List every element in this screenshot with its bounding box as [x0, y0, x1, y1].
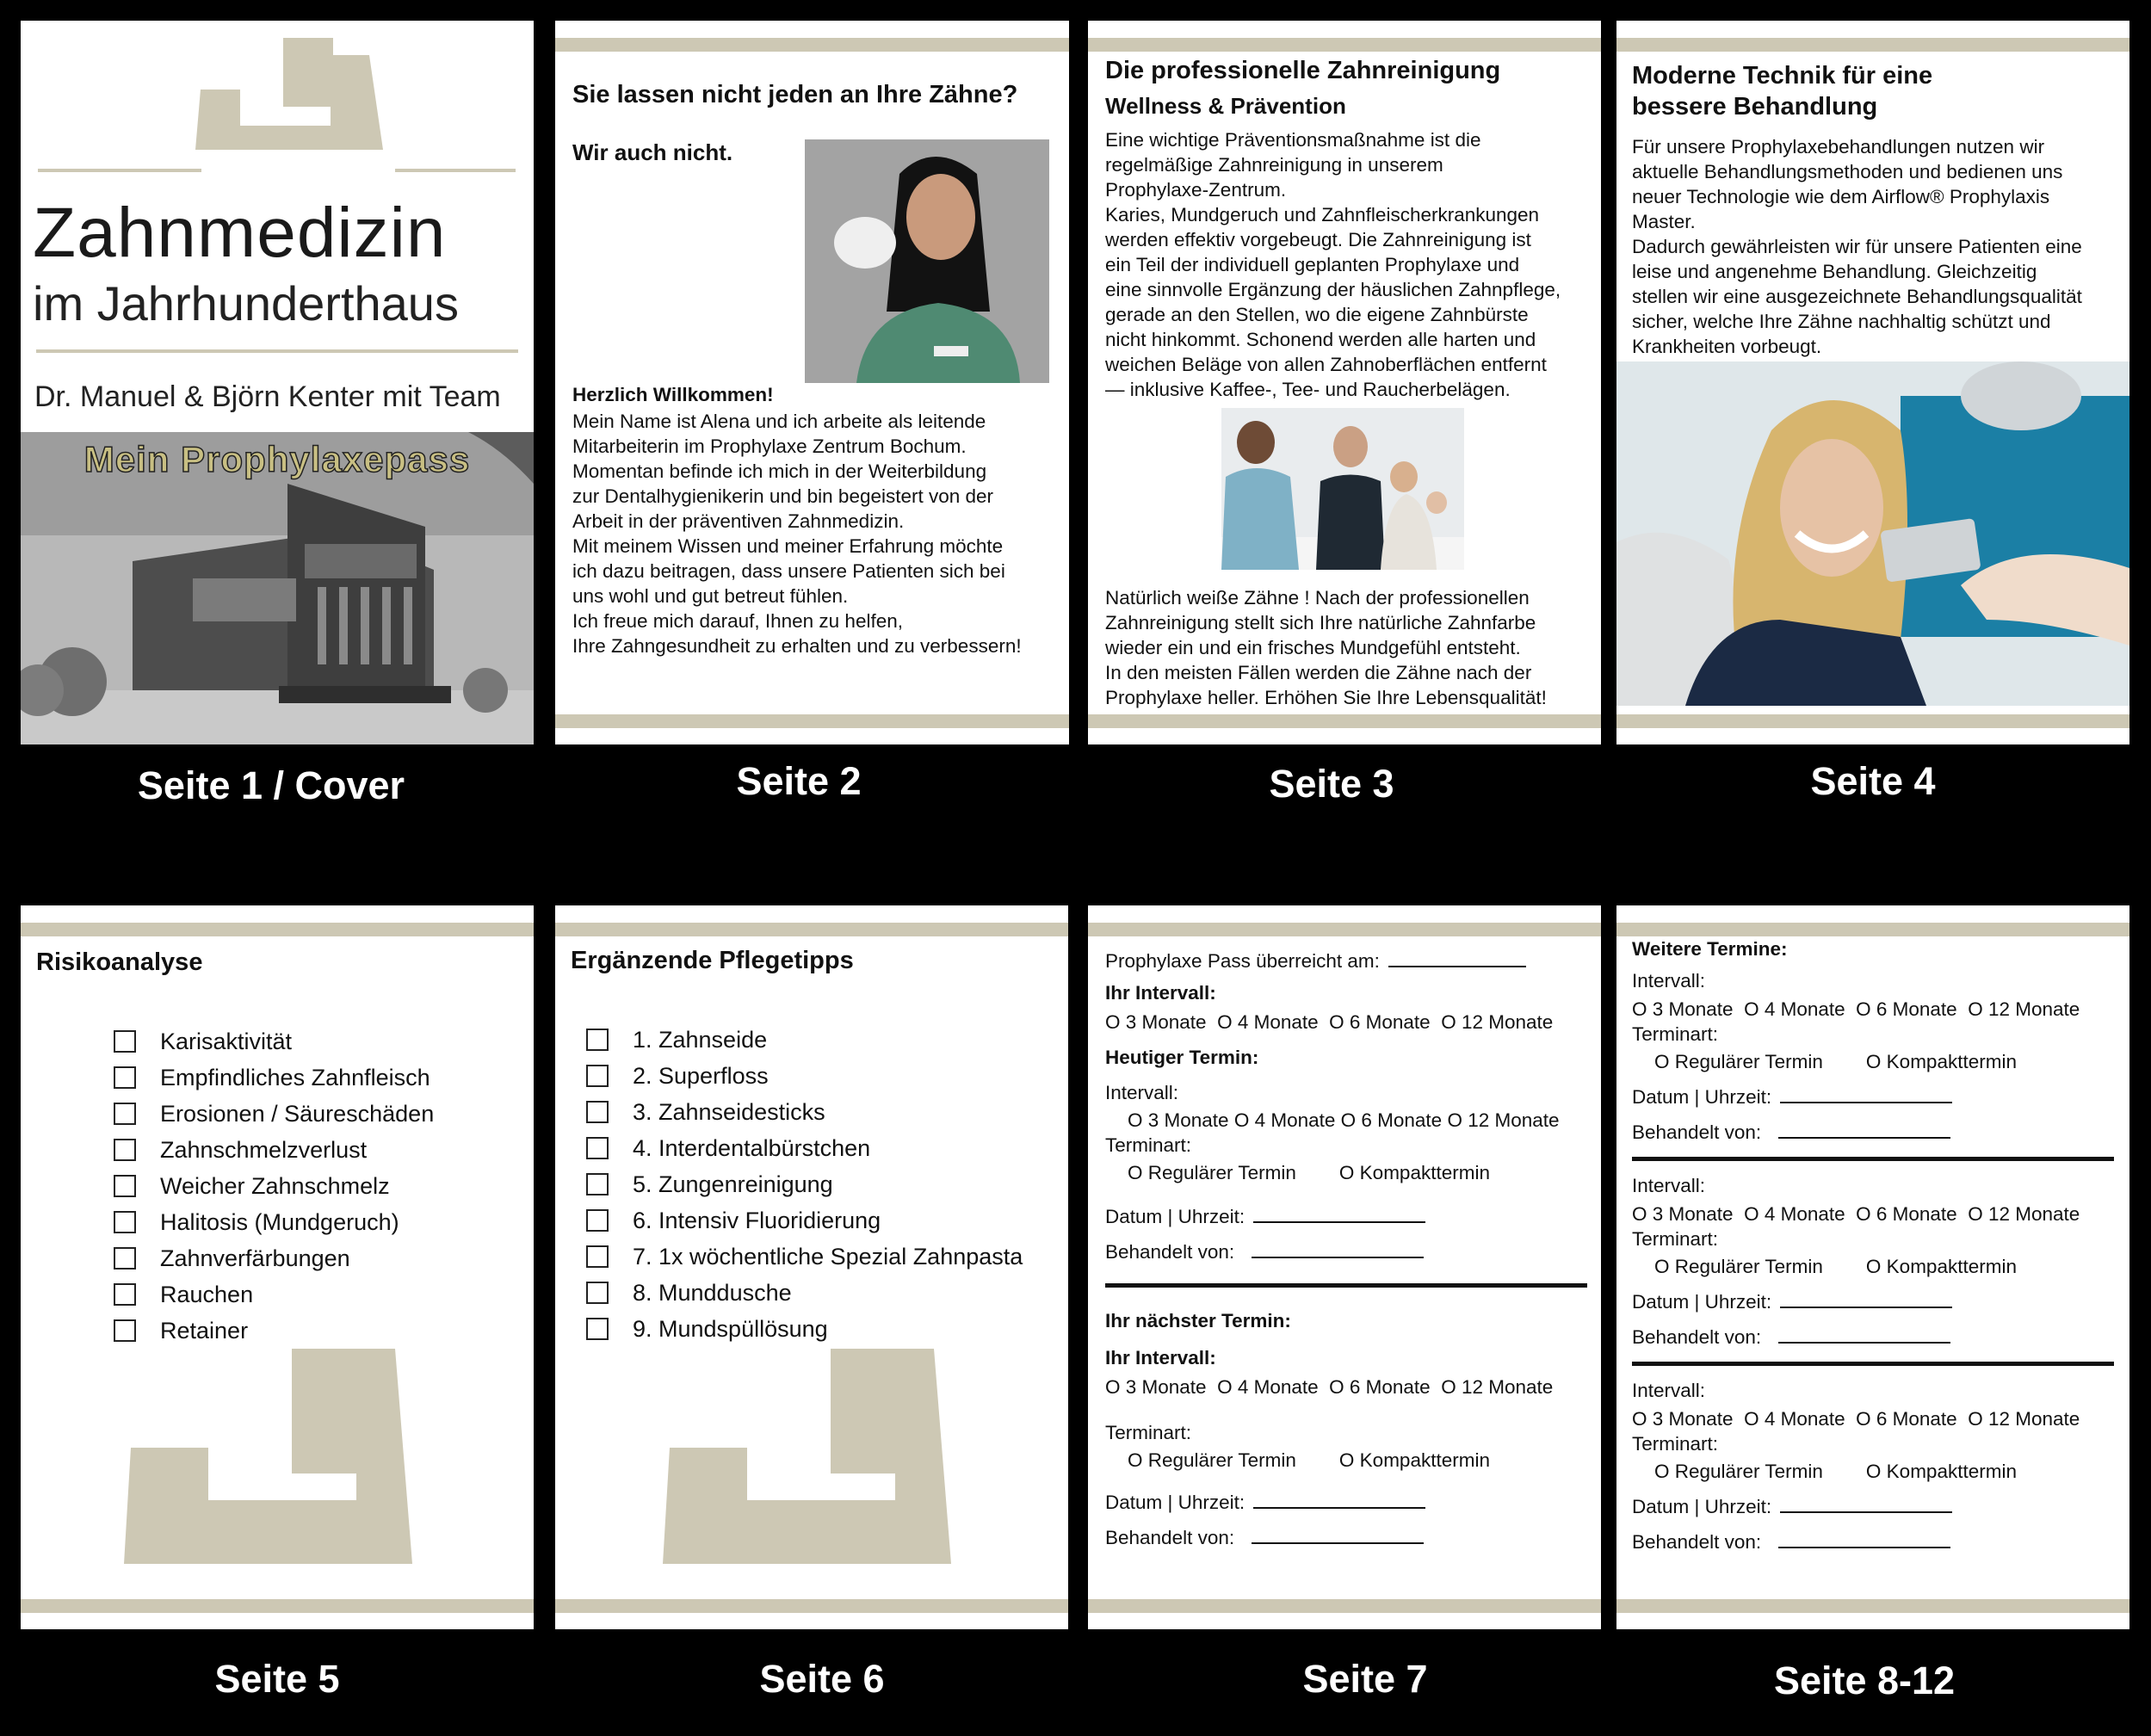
- text-line: werden effektiv vorgebeugt. Die Zahnreinigung ist: [1105, 229, 1531, 250]
- caption-page-6: Seite 6: [759, 1657, 885, 1701]
- next-appointment-label: Ihr nächster Termin:: [1105, 1310, 1291, 1331]
- bottom-band: [1088, 714, 1601, 728]
- appointment-type-options[interactable]: O Regulärer Termin O Kompakttermin: [1654, 1256, 2017, 1277]
- page-3-heading: Die professionelle Zahnreinigung: [1105, 57, 1501, 84]
- date-time-label: Datum | Uhrzeit:: [1632, 1496, 1772, 1517]
- treated-by-row: [1105, 1525, 1587, 1550]
- text-line: Master.: [1632, 211, 1696, 232]
- checklist-label: 3. Zahnseidesticks: [633, 1098, 825, 1125]
- checklist-item[interactable]: [586, 1022, 1023, 1058]
- text-line: leise und angenehme Behandlung. Gleichzeitig: [1632, 261, 2037, 282]
- care-tips-checklist: [586, 1022, 1023, 1347]
- page-3-subheading: Wellness & Prävention: [1105, 93, 1346, 119]
- checklist-item[interactable]: [586, 1239, 1023, 1275]
- checkbox[interactable]: [586, 1245, 609, 1268]
- checklist-item[interactable]: [114, 1132, 434, 1168]
- checkbox[interactable]: [114, 1211, 136, 1233]
- treated-by-field[interactable]: [1778, 1121, 1950, 1139]
- handed-over-label: Prophylaxe Pass überreicht am:: [1105, 950, 1380, 972]
- practice-logo: [180, 38, 395, 167]
- text-line: Karies, Mundgeruch und Zahnfleischerkrankungen: [1105, 204, 1540, 225]
- text-line: Zahnreinigung stellt sich Ihre natürliche Zahnfarbe: [1105, 612, 1536, 633]
- your-interval-label: Ihr Intervall:: [1105, 982, 1216, 1004]
- text-line: Mit meinem Wissen und meiner Erfahrung möchte: [572, 535, 1004, 557]
- text-line: zur Dentalhygienikerin und bin begeistert von der: [572, 485, 994, 507]
- date-time-label: Datum | Uhrzeit:: [1105, 1206, 1245, 1227]
- text-line: gerade an den Stellen, wo die eigene Zahnbürste: [1105, 304, 1529, 325]
- page-2-subheading: Wir auch nicht.: [572, 139, 733, 165]
- caption-page-5: Seite 5: [214, 1657, 340, 1701]
- checklist-label: Karisaktivität: [160, 1028, 293, 1054]
- treated-by-label: Behandelt von:: [1632, 1326, 1762, 1348]
- caption-page-3: Seite 3: [1269, 762, 1394, 806]
- handed-over-row: [1105, 948, 1587, 973]
- logo-rule-right: [395, 169, 516, 172]
- text-line: Arbeit in der präventiven Zahnmedizin.: [572, 510, 905, 532]
- text-line: Natürlich weiße Zähne ! Nach der professionellen: [1105, 587, 1530, 609]
- text-line: wieder ein und ein frisches Mundgefühl entsteht.: [1105, 637, 1521, 658]
- team-photo: [1221, 408, 1464, 570]
- text-line: aktuelle Behandlungsmethoden und bedienen uns: [1632, 161, 2063, 182]
- top-band: [1088, 38, 1601, 52]
- text-line: — inklusive Kaffee-, Tee- und Raucherbelägen.: [1105, 379, 1511, 400]
- further-appointments-heading: Weitere Termine:: [1632, 938, 1788, 960]
- bottom-band: [21, 1599, 534, 1613]
- caption-page-1: Seite 1 / Cover: [137, 763, 405, 807]
- text-line: nicht hinkommt. Schonend werden alle harten und: [1105, 329, 1536, 350]
- bottom-band: [555, 1599, 1068, 1613]
- treated-by-row: [1632, 1325, 2114, 1350]
- checkbox[interactable]: [586, 1318, 609, 1340]
- checklist-label: 6. Intensiv Fluoridierung: [633, 1207, 881, 1233]
- treated-by-label: Behandelt von:: [1632, 1121, 1762, 1143]
- text-line: Ihre Zahngesundheit zu erhalten und zu verbessern!: [572, 635, 1022, 657]
- interval-options[interactable]: O 3 Monate O 4 Monate O 6 Monate O 12 Monate: [1632, 998, 2080, 1020]
- checklist-label: Zahnschmelzverlust: [160, 1136, 368, 1163]
- checklist-label: 5. Zungenreinigung: [633, 1171, 833, 1197]
- page-8-12: [1616, 905, 2129, 1629]
- appointment-type-options[interactable]: O Regulärer Termin O Kompakttermin: [1654, 1461, 2017, 1482]
- appointment-block: [1632, 1378, 2114, 1554]
- treated-by-label: Behandelt von:: [1632, 1531, 1762, 1553]
- top-band: [1616, 38, 2129, 52]
- page-3-text-top: [1105, 127, 1596, 402]
- page-3-text-bottom: [1105, 585, 1596, 710]
- interval-options[interactable]: O 3 Monate O 4 Monate O 6 Monate O 12 Monate: [1105, 1011, 1554, 1033]
- checklist-label: 1. Zahnseide: [633, 1026, 768, 1053]
- checkbox[interactable]: [586, 1173, 609, 1195]
- checklist-item[interactable]: [114, 1313, 434, 1349]
- checklist-item[interactable]: [114, 1204, 434, 1240]
- section-divider: [1632, 1157, 2114, 1161]
- bottom-band: [1616, 714, 2129, 728]
- appointment-type-label: Terminart:: [1632, 1228, 1719, 1250]
- checkbox[interactable]: [586, 1137, 609, 1159]
- checklist-label: Zahnverfärbungen: [160, 1245, 350, 1271]
- treated-by-field[interactable]: [1778, 1326, 1950, 1344]
- caption-page-2: Seite 2: [736, 759, 862, 803]
- text-line: Krankheiten vorbeugt.: [1632, 336, 1822, 357]
- checkbox[interactable]: [586, 1209, 609, 1232]
- checklist-label: Halitosis (Mundgeruch): [160, 1208, 399, 1235]
- interval-label: Intervall:: [1632, 970, 1706, 992]
- checkbox[interactable]: [586, 1065, 609, 1087]
- page-2-heading: Sie lassen nicht jeden an Ihre Zähne?: [572, 81, 1018, 108]
- checklist-label: Weicher Zahnschmelz: [160, 1172, 390, 1199]
- checkbox[interactable]: [114, 1103, 136, 1125]
- text-line: stellen wir eine ausgezeichnete Behandlungsqualität: [1632, 286, 2082, 307]
- page-2-greeting: Herzlich Willkommen!: [572, 384, 774, 405]
- top-band: [555, 38, 1069, 52]
- date-time-field[interactable]: [1780, 1086, 1952, 1103]
- checklist-item[interactable]: [586, 1166, 1023, 1202]
- checkbox[interactable]: [586, 1282, 609, 1304]
- page-4-heading-line-2: bessere Behandlung: [1632, 93, 1878, 120]
- checklist-item[interactable]: [586, 1275, 1023, 1311]
- cover-rule: [36, 349, 518, 353]
- checklist-label: 8. Munddusche: [633, 1279, 792, 1306]
- further-appointments-form: [1632, 936, 2114, 1554]
- practice-logo-watermark: [124, 1349, 442, 1581]
- date-time-label: Datum | Uhrzeit:: [1632, 1291, 1772, 1313]
- bottom-band: [1088, 1599, 1601, 1613]
- treated-by-row: [1632, 1120, 2114, 1145]
- date-time-label: Datum | Uhrzeit:: [1632, 1086, 1772, 1108]
- checklist-item[interactable]: [586, 1094, 1023, 1130]
- checklist-item[interactable]: [114, 1023, 434, 1060]
- appointment-form: [1105, 948, 1587, 1550]
- caption-page-4: Seite 4: [1810, 759, 1936, 803]
- checklist-label: Retainer: [160, 1317, 249, 1344]
- checkbox[interactable]: [114, 1175, 136, 1197]
- date-time-field[interactable]: [1780, 1496, 1952, 1513]
- checklist-item[interactable]: [114, 1240, 434, 1276]
- cover-doctors: Dr. Manuel & Björn Kenter mit Team: [34, 380, 501, 413]
- top-band: [1088, 923, 1601, 936]
- page-5: [21, 905, 534, 1629]
- date-time-label: Datum | Uhrzeit:: [1105, 1492, 1245, 1513]
- text-line: uns wohl und gut betreut fühlen.: [572, 585, 849, 607]
- text-line: Für unsere Prophylaxebehandlungen nutzen wir: [1632, 136, 2045, 158]
- bottom-band: [555, 714, 1069, 728]
- section-divider: [1105, 1283, 1587, 1288]
- page-6-heading: Ergänzende Pflegetipps: [571, 947, 854, 974]
- appointment-type-label: Terminart:: [1632, 1023, 1719, 1045]
- staff-photo: [805, 139, 1049, 383]
- section-divider: [1632, 1362, 2114, 1366]
- checklist-item[interactable]: [114, 1060, 434, 1096]
- appointment-type-label: Terminart:: [1105, 1422, 1192, 1443]
- appointment-block: [1632, 968, 2114, 1145]
- top-band: [1616, 923, 2129, 936]
- treated-by-field[interactable]: [1252, 1241, 1424, 1258]
- text-line: Mitarbeiterin im Prophylaxe Zentrum Bochum.: [572, 436, 967, 457]
- date-time-row: [1105, 1490, 1587, 1515]
- checklist-label: Rauchen: [160, 1281, 254, 1307]
- page-3: [1088, 21, 1601, 744]
- checklist-item[interactable]: [114, 1096, 434, 1132]
- top-band: [555, 923, 1068, 936]
- appointment-type-label: Terminart:: [1105, 1134, 1192, 1156]
- interval-options[interactable]: O 3 Monate O 4 Monate O 6 Monate O 12 Monate: [1128, 1109, 1560, 1131]
- handed-over-field[interactable]: [1388, 950, 1526, 967]
- top-band: [21, 923, 534, 936]
- checklist-label: 9. Mundspüllösung: [633, 1315, 828, 1342]
- text-line: eine sinnvolle Ergänzung der häuslichen Zahnpflege,: [1105, 279, 1561, 300]
- checklist-item[interactable]: [586, 1202, 1023, 1239]
- appointment-type-options[interactable]: O Regulärer Termin O Kompakttermin: [1654, 1051, 2017, 1072]
- text-line: Ich freue mich darauf, Ihnen zu helfen,: [572, 610, 903, 632]
- checklist-item[interactable]: [114, 1168, 434, 1204]
- treated-by-row: [1105, 1239, 1587, 1264]
- checklist-label: 7. 1x wöchentliche Spezial Zahnpasta: [633, 1243, 1023, 1270]
- logo-rule-left: [38, 169, 201, 172]
- checklist-label: Erosionen / Säureschäden: [160, 1100, 435, 1127]
- checklist-item[interactable]: [114, 1276, 434, 1313]
- treated-by-label: Behandelt von:: [1105, 1241, 1235, 1263]
- appointment-type-label: Terminart:: [1632, 1433, 1719, 1455]
- checklist-label: 4. Interdentalbürstchen: [633, 1134, 871, 1161]
- text-line: weichen Beläge von allen Zahnoberflächen entfernt: [1105, 354, 1547, 375]
- bottom-band: [1616, 1599, 2129, 1613]
- cover-subtitle: im Jahrhunderthaus: [33, 276, 459, 331]
- your-interval-label: Ihr Intervall:: [1105, 1347, 1216, 1368]
- caption-page-8-12: Seite 8-12: [1773, 1659, 1956, 1702]
- text-line: Prophylaxe-Zentrum.: [1105, 179, 1287, 201]
- interval-label: Intervall:: [1632, 1380, 1706, 1401]
- text-line: regelmäßige Zahnreinigung in unserem: [1105, 154, 1443, 176]
- text-line: Mein Name ist Alena und ich arbeite als leitende: [572, 411, 986, 432]
- checkbox[interactable]: [114, 1139, 136, 1161]
- page-1-cover: [21, 21, 534, 744]
- date-time-row: [1632, 1494, 2114, 1519]
- page-4: [1616, 21, 2129, 744]
- practice-logo-watermark: [663, 1349, 981, 1581]
- checkbox[interactable]: [586, 1101, 609, 1123]
- cover-title: Zahnmedizin: [33, 194, 447, 272]
- text-line: ein Teil der individuell geplanten Prophylaxe und: [1105, 254, 1520, 275]
- caption-page-7: Seite 7: [1302, 1657, 1428, 1701]
- checkbox[interactable]: [114, 1030, 136, 1053]
- text-line: neuer Technologie wie dem Airflow® Prophylaxis: [1632, 186, 2050, 207]
- checkbox[interactable]: [114, 1283, 136, 1306]
- interval-label: Intervall:: [1105, 1082, 1179, 1103]
- today-appointment-label: Heutiger Termin:: [1105, 1047, 1259, 1068]
- patient-photo: [1616, 361, 2129, 706]
- interval-options[interactable]: O 3 Monate O 4 Monate O 6 Monate O 12 Monate: [1632, 1408, 2080, 1430]
- appointment-block: [1632, 1173, 2114, 1350]
- date-time-field[interactable]: [1780, 1291, 1952, 1308]
- checkbox[interactable]: [586, 1029, 609, 1051]
- page-2-text: [572, 409, 1063, 658]
- interval-options[interactable]: O 3 Monate O 4 Monate O 6 Monate O 12 Monate: [1632, 1203, 2080, 1225]
- checkbox[interactable]: [114, 1066, 136, 1089]
- page-4-heading-line-1: Moderne Technik für eine: [1632, 62, 1933, 90]
- checklist-item[interactable]: [586, 1130, 1023, 1166]
- cover-banner: Mein Prophylaxepass: [83, 439, 471, 479]
- page-4-text: [1632, 134, 2127, 359]
- text-line: Momentan befinde ich mich in der Weiterbildung: [572, 460, 987, 482]
- text-line: Dadurch gewährleisten wir für unsere Patienten eine: [1632, 236, 2082, 257]
- checkbox[interactable]: [114, 1247, 136, 1270]
- date-time-row: [1632, 1289, 2114, 1314]
- page-5-heading: Risikoanalyse: [36, 948, 203, 976]
- page-6: [555, 905, 1068, 1629]
- date-time-field[interactable]: [1253, 1206, 1425, 1223]
- date-time-field[interactable]: [1253, 1492, 1425, 1509]
- checklist-label: 2. Superfloss: [633, 1062, 769, 1089]
- checklist-item[interactable]: [586, 1311, 1023, 1347]
- page-2: [555, 21, 1069, 744]
- text-line: sicher, welche Ihre Zähne nachhaltig schützt und: [1632, 311, 2051, 332]
- treated-by-row: [1632, 1529, 2114, 1554]
- text-line: Eine wichtige Präventionsmaßnahme ist die: [1105, 129, 1481, 151]
- page-7: [1088, 905, 1601, 1629]
- text-line: ich dazu beitragen, dass unsere Patienten sich bei: [572, 560, 1005, 582]
- interval-label: Intervall:: [1632, 1175, 1706, 1196]
- date-time-row: [1632, 1084, 2114, 1109]
- treated-by-field[interactable]: [1252, 1527, 1424, 1544]
- risk-checklist: [114, 1023, 434, 1349]
- text-line: In den meisten Fällen werden die Zähne nach der: [1105, 662, 1532, 683]
- checkbox[interactable]: [114, 1319, 136, 1342]
- appointment-type-options[interactable]: O Regulärer Termin O Kompakttermin: [1128, 1449, 1490, 1471]
- text-line: Prophylaxe heller. Erhöhen Sie Ihre Lebensqualität!: [1105, 687, 1547, 708]
- interval-options[interactable]: O 3 Monate O 4 Monate O 6 Monate O 12 Monate: [1105, 1376, 1554, 1398]
- checklist-label: Empfindliches Zahnfleisch: [160, 1064, 430, 1090]
- date-time-row: [1105, 1204, 1587, 1229]
- treated-by-label: Behandelt von:: [1105, 1527, 1235, 1548]
- appointment-type-options[interactable]: O Regulärer Termin O Kompakttermin: [1128, 1162, 1490, 1183]
- treated-by-field[interactable]: [1778, 1531, 1950, 1548]
- checklist-item[interactable]: [586, 1058, 1023, 1094]
